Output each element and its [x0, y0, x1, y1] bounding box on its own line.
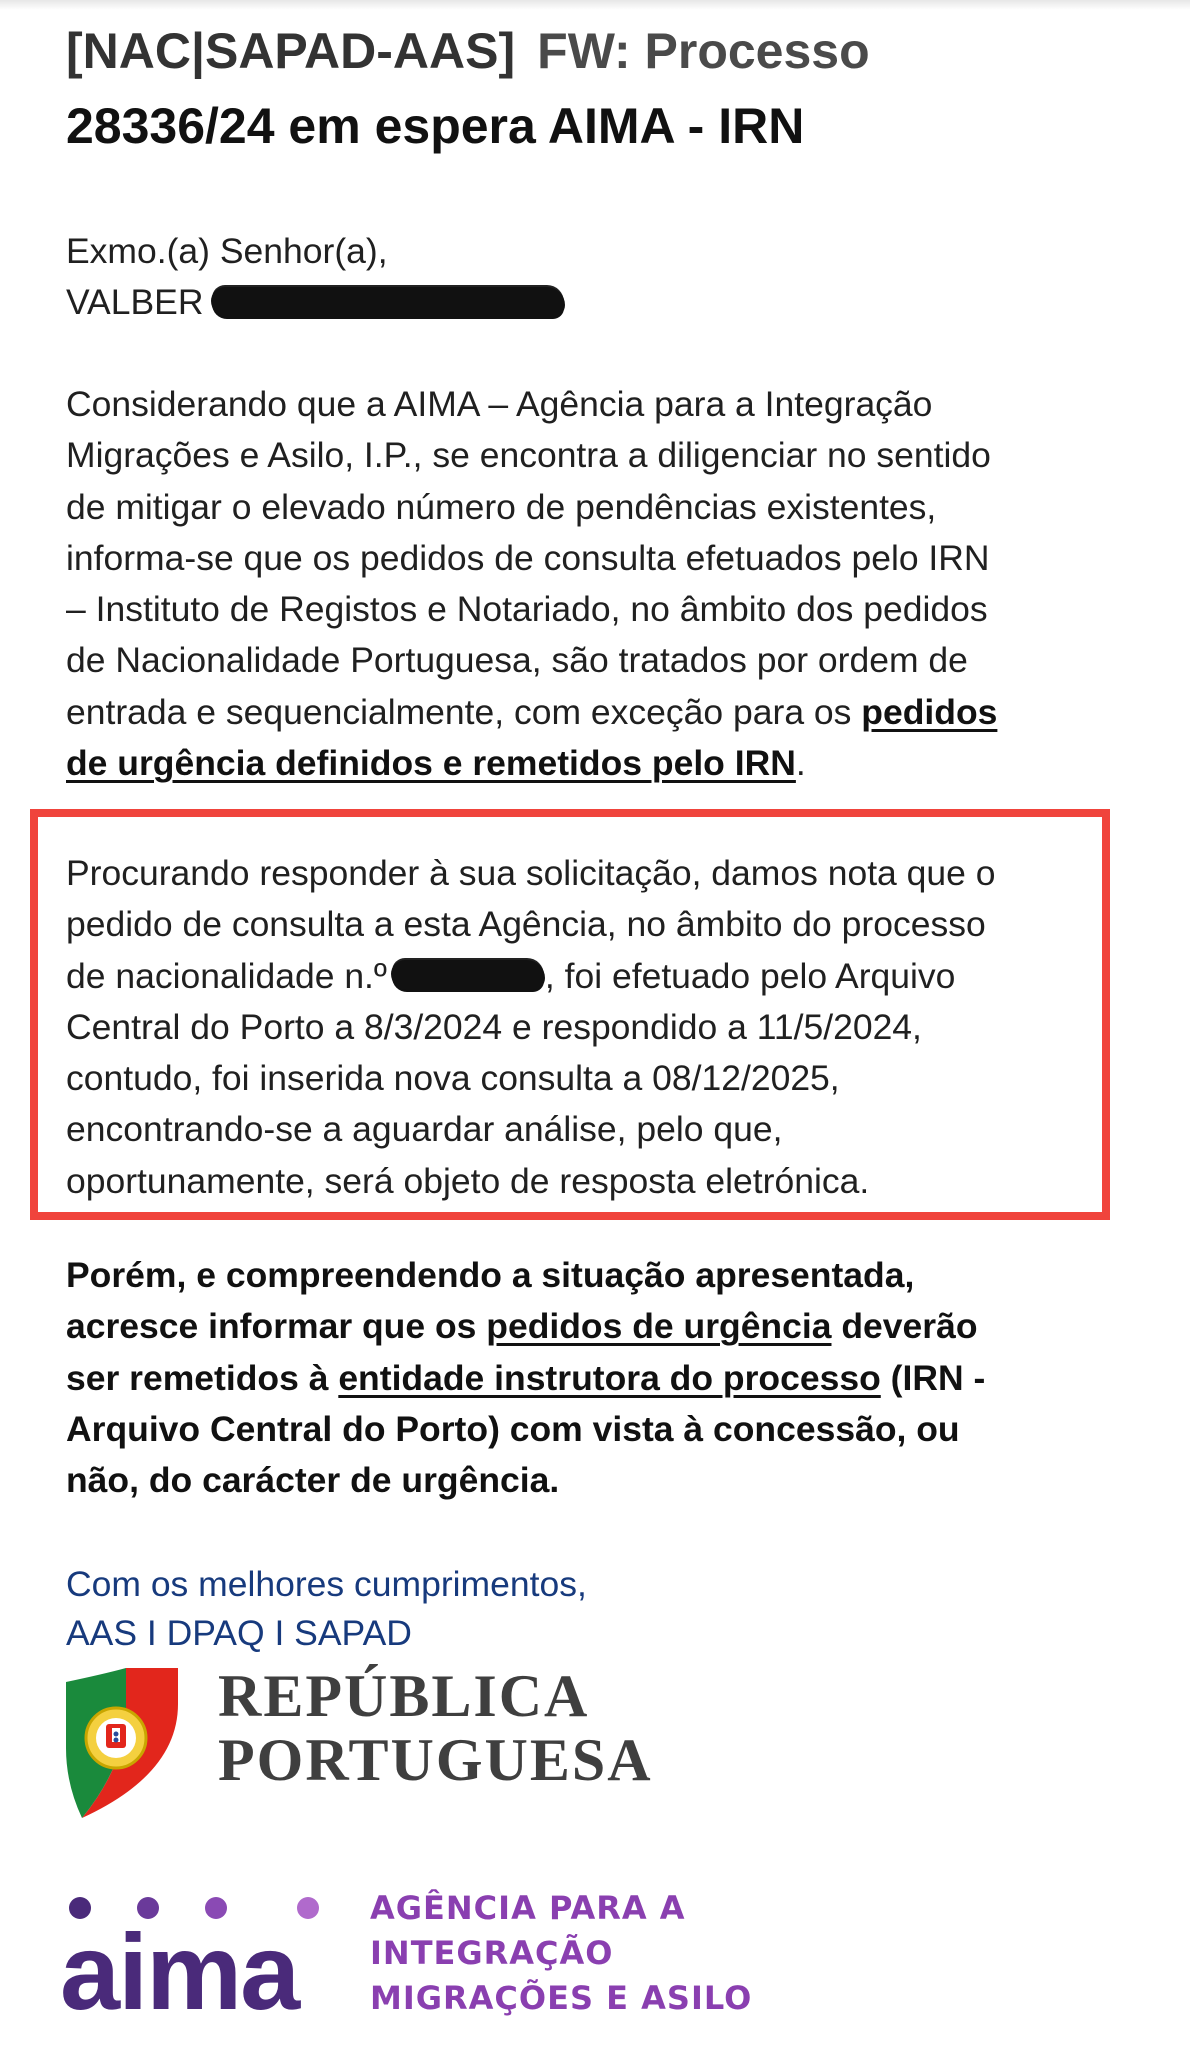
aima-dot [297, 1897, 319, 1919]
subject-line-1 [66, 14, 1126, 89]
closing-line: acresce informar que os pedidos de urgência deverão [66, 1306, 978, 1347]
highlight-line: Procurando responder à sua solicitação, damos nota que o [66, 853, 996, 893]
urgent-requests-emphasis-cont: de urgência definidos e remetidos pelo IRN [66, 743, 796, 784]
email-subject [66, 14, 1126, 164]
salutation: Exmo.(a) Senhor(a), [66, 231, 388, 271]
portuguese-republic-emblem-icon [64, 1664, 180, 1822]
intro-line: Considerando que a AIMA – Agência para a Integração [66, 384, 933, 424]
portuguese-republic-logo-text: REPÚBLICA PORTUGUESA [218, 1663, 653, 1793]
closing-line: não, do carácter de urgência. [66, 1460, 560, 1501]
top-edge-shadow [0, 0, 1190, 10]
highlight-line: Central do Porto a 8/3/2024 e respondido a 11/5/2024, [66, 1006, 922, 1047]
aima-tagline: AGÊNCIA PARA A INTEGRAÇÃO MIGRAÇÕES E ASILO [370, 1889, 753, 2017]
urgent-requests-emphasis: pedidos [861, 691, 998, 732]
subject-forward: FW: Processo [537, 23, 870, 79]
intro-paragraph [66, 379, 1126, 789]
urgent-requests-link-text: pedidos de urgência [486, 1306, 832, 1347]
signature [66, 1560, 587, 1658]
name-redaction [211, 287, 565, 317]
highlight-line: encontrando-se a aguardar análise, pelo que, [66, 1109, 783, 1150]
subject-line-2: 28336/24 em espera AIMA - IRN [66, 98, 805, 154]
aima-logo-word: aima [60, 1911, 299, 2032]
recipient-name [66, 277, 1126, 328]
intro-line: Migrações e Asilo, I.P., se encontra a diligenciar no sentido [66, 435, 991, 476]
closing-paragraph [66, 1250, 1146, 1506]
instructing-entity-text: entidade instrutora do processo [338, 1357, 881, 1398]
intro-line: entrada e sequencialmente, com exceção para os pedidos [66, 691, 998, 732]
highlighted-paragraph-box [30, 809, 1110, 1220]
highlight-line: pedido de consulta a esta Agência, no âmbito do processo [66, 904, 986, 945]
highlight-line: de nacionalidade n.º , foi efetuado pelo Arquivo [66, 955, 956, 996]
intro-line: de mitigar o elevado número de pendências existentes, [66, 486, 937, 527]
recipient-first-name: VALBER [66, 282, 204, 323]
closing-line: Porém, e compreendendo a situação apresentada, [66, 1255, 915, 1295]
process-number-redaction [391, 960, 545, 990]
closing-line: ser remetidos à entidade instrutora do processo (IRN - [66, 1357, 986, 1398]
greeting [66, 226, 1126, 329]
intro-line: informa-se que os pedidos de consulta efetuados pelo IRN [66, 537, 990, 578]
intro-line: de Nacionalidade Portuguesa, são tratados por ordem de [66, 640, 968, 681]
intro-line: – Instituto de Registos e Notariado, no âmbito dos pedidos [66, 589, 988, 630]
highlight-line: oportunamente, será objeto de resposta eletrónica. [66, 1160, 870, 1201]
intro-line: de urgência definidos e remetidos pelo IRN. [66, 743, 806, 784]
highlight-line: contudo, foi inserida nova consulta a 08/12/2025, [66, 1058, 840, 1099]
signature-department: AAS I DPAQ I SAPAD [66, 1613, 412, 1653]
highlight-paragraph [66, 848, 1110, 1207]
closing-line: Arquivo Central do Porto) com vista à concessão, ou [66, 1408, 960, 1449]
subject-tag: [NAC|SAPAD-AAS] [66, 23, 516, 79]
signature-line: Com os melhores cumprimentos, [66, 1564, 587, 1604]
